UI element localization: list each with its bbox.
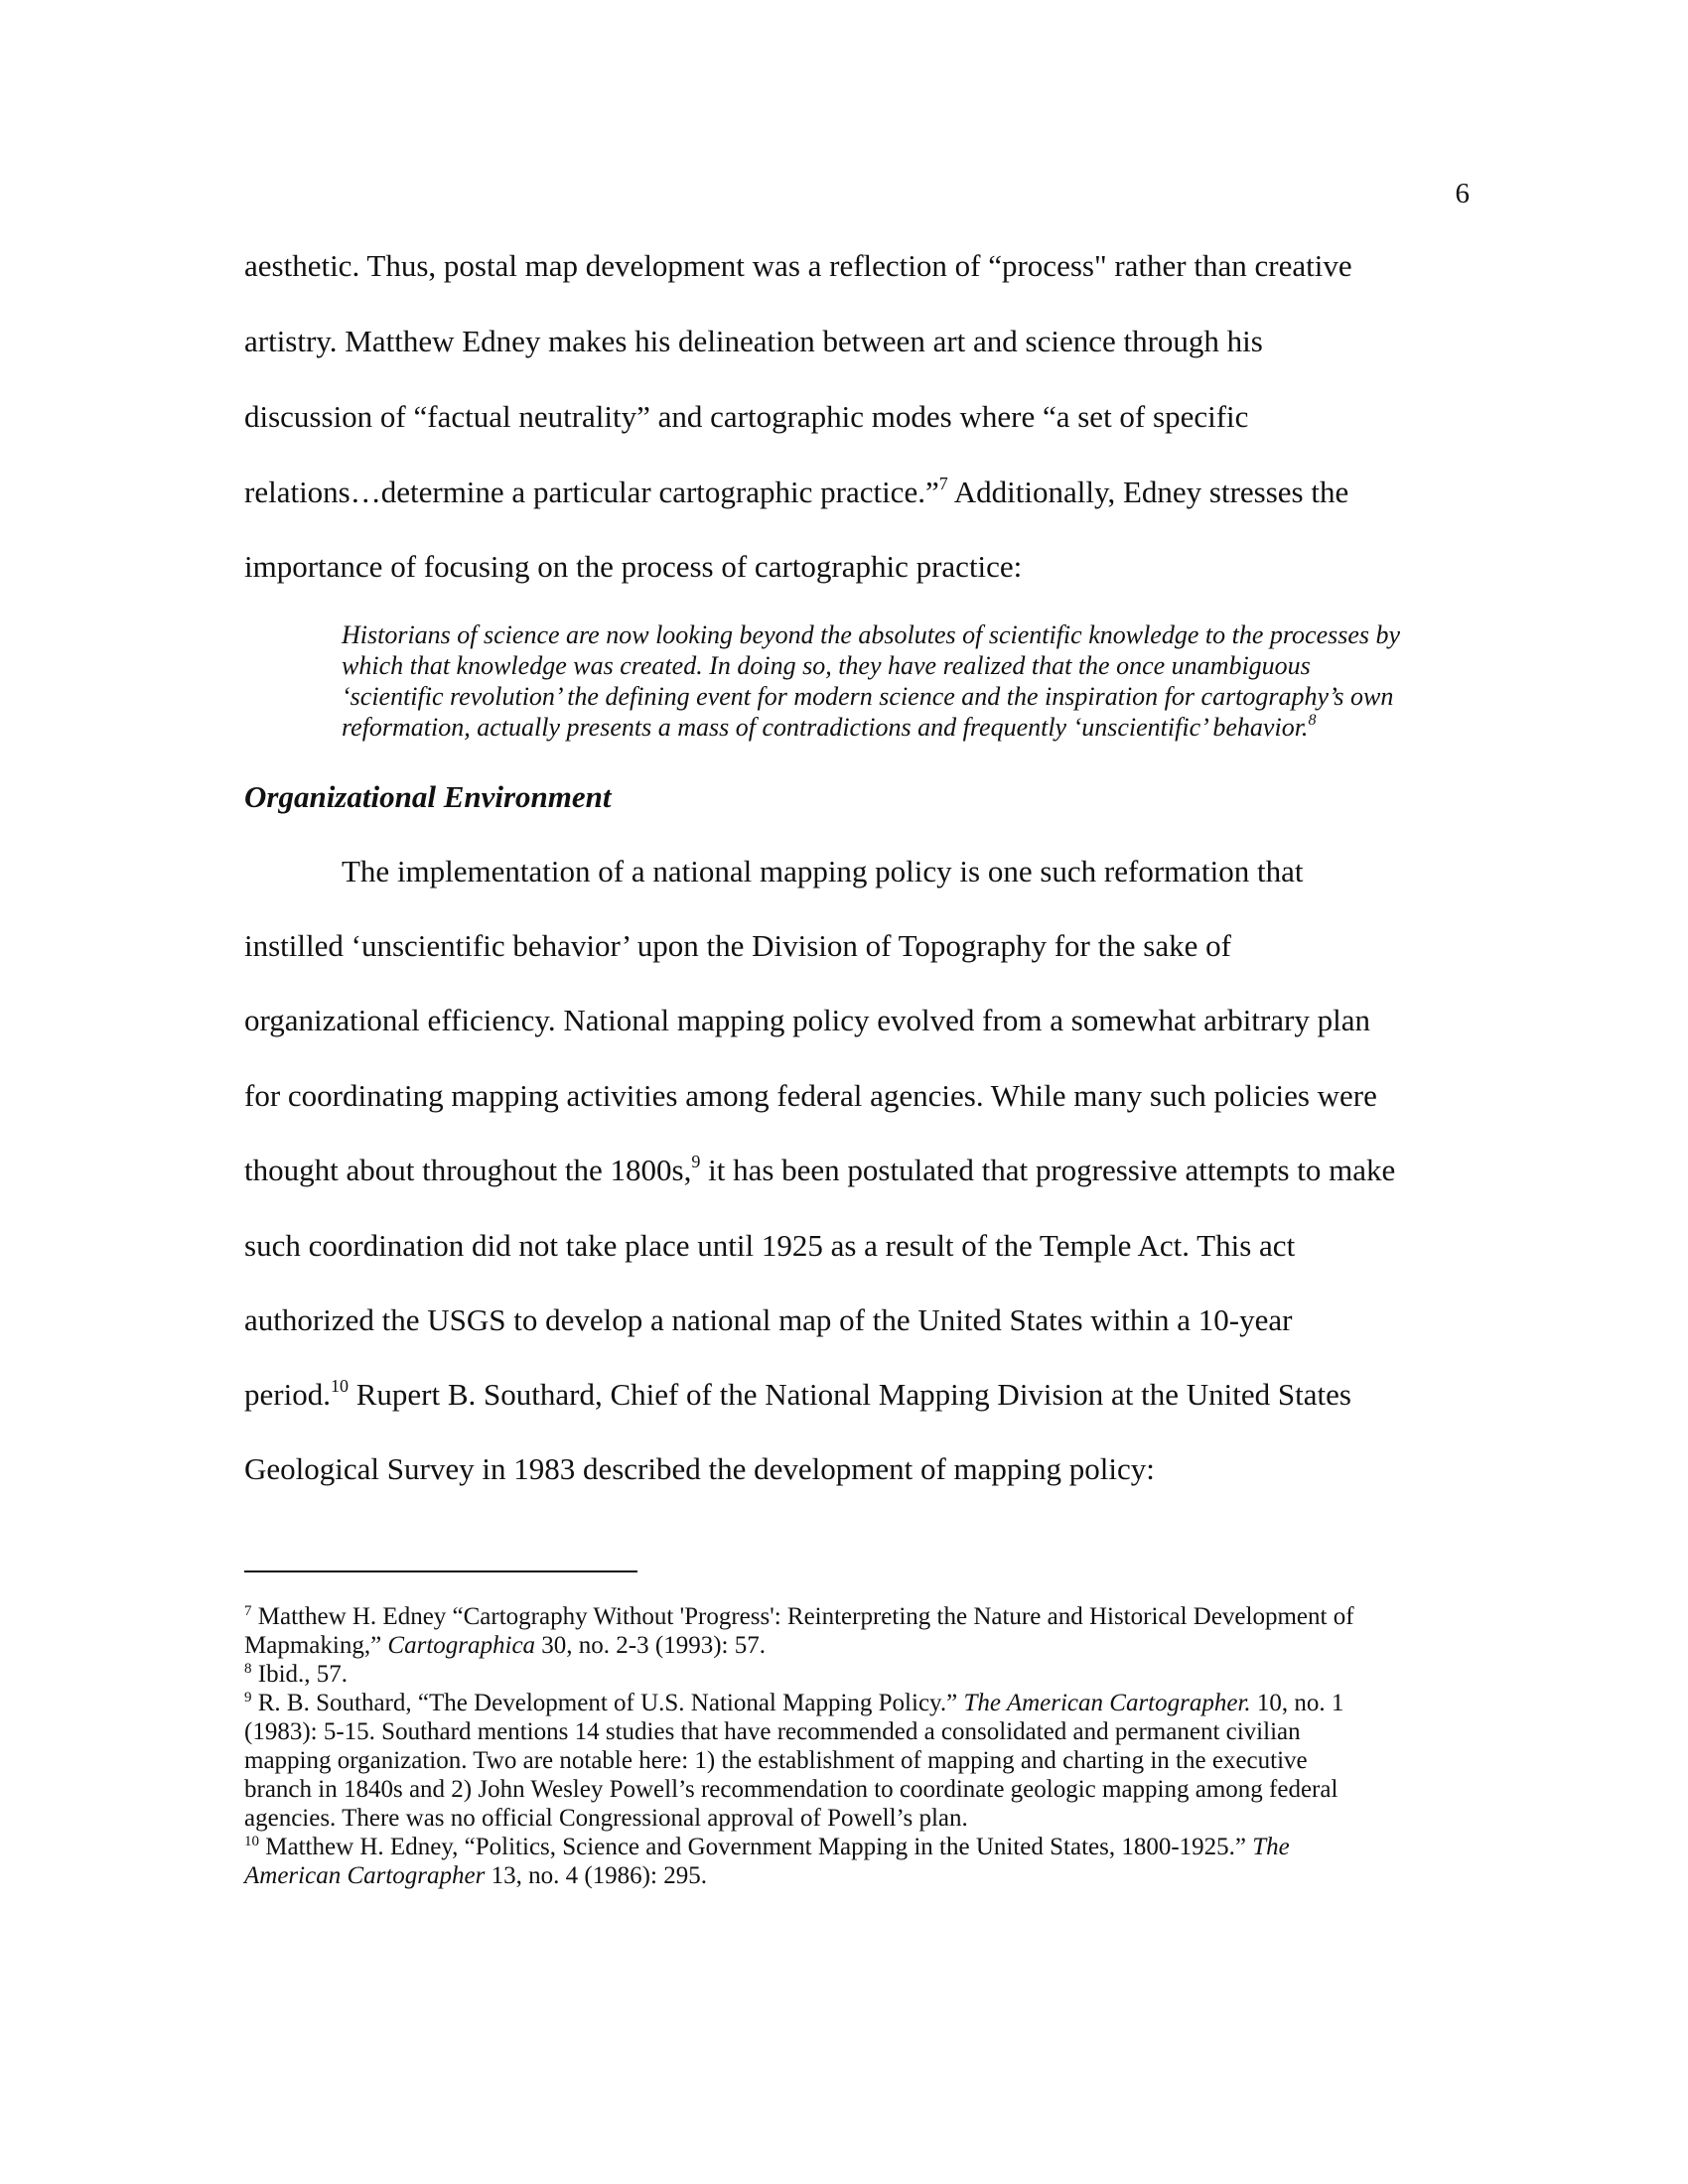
body-line: organizational efficiency. National mapping policy evolved from a somewhat arbitrary plan — [244, 1003, 1370, 1037]
body-line — [244, 1153, 1395, 1188]
footnote-8 — [244, 1660, 348, 1689]
journal-title: American Cartographer — [244, 1862, 486, 1889]
quote-line: ‘scientific revolution’ the defining event for modern science and the inspiration for cartography’s own — [342, 682, 1394, 711]
footnote-text: Matthew H. Edney “Cartography Without 'Progress': Reinterpreting the Nature and Historical Development of — [251, 1603, 1354, 1630]
footnote-text: R. B. Southard, “The Development of U.S. National Mapping Policy.” — [251, 1690, 964, 1716]
body-line — [244, 475, 1348, 510]
section-heading: Organizational Environment — [244, 779, 612, 814]
footnote-10 — [244, 1833, 1290, 1861]
body-text: Rupert B. Southard, Chief of the National Mapping Division at the United States — [348, 1377, 1351, 1412]
footnote-separator — [244, 1570, 637, 1572]
quote-line — [342, 713, 1316, 743]
footnote-9-cont: agencies. There was no official Congressional approval of Powell’s plan. — [244, 1805, 968, 1832]
quote-text: reformation, actually presents a mass of contradictions and frequently ‘unscientific’ behavior. — [342, 713, 1309, 742]
journal-title: Cartographica — [387, 1632, 536, 1659]
footnote-ref-8[interactable]: 8 — [1308, 712, 1317, 729]
footnote-ref-9[interactable]: 9 — [691, 1152, 701, 1171]
body-line: Geological Survey in 1983 described the development of mapping policy: — [244, 1451, 1155, 1486]
body-text: it has been postulated that progressive attempts to make — [700, 1153, 1396, 1187]
body-line: authorized the USGS to develop a national map of the United States within a 10-year — [244, 1302, 1293, 1337]
footnote-10-cont — [244, 1861, 707, 1890]
quote-line: which that knowledge was created. In doing so, they have realized that the once unambiguous — [342, 651, 1311, 680]
footnote-number: 9 — [244, 1690, 252, 1706]
footnote-ref-10[interactable]: 10 — [330, 1376, 349, 1396]
footnote-number: 8 — [244, 1661, 252, 1677]
footnote-ref-7[interactable]: 7 — [938, 474, 948, 493]
journal-title: The — [1252, 1834, 1290, 1860]
body-text: relations…determine a particular cartographic practice.” — [244, 475, 939, 509]
page-number: 6 — [1455, 178, 1470, 209]
footnote-7-cont — [244, 1631, 766, 1660]
footnote-9 — [244, 1689, 1343, 1717]
footnote-number: 10 — [244, 1834, 259, 1849]
body-text: thought about throughout the 1800s, — [244, 1153, 692, 1187]
body-text: Additionally, Edney stresses the — [947, 475, 1349, 509]
body-line: aesthetic. Thus, postal map development was a reflection of “process" rather than creative — [244, 248, 1352, 283]
footnote-text: 10, no. 1 — [1250, 1690, 1344, 1716]
journal-title: The American Cartographer. — [963, 1690, 1251, 1716]
footnote-text: Ibid., 57. — [251, 1661, 349, 1688]
footnote-9-cont: branch in 1840s and 2) John Wesley Powell’s recommendation to coordinate geologic mapping among federal — [244, 1776, 1338, 1803]
body-line — [244, 1377, 1351, 1413]
body-line: for coordinating mapping activities among federal agencies. While many such policies were — [244, 1078, 1377, 1113]
footnote-7 — [244, 1602, 1354, 1631]
footnote-text: Mapmaking,” — [244, 1632, 388, 1659]
footnote-9-cont: (1983): 5-15. Southard mentions 14 studies that have recommended a consolidated and permanent civilian — [244, 1718, 1301, 1745]
footnote-number: 7 — [244, 1603, 252, 1619]
body-line: importance of focusing on the process of cartographic practice: — [244, 549, 1023, 584]
body-text: period. — [244, 1377, 331, 1412]
footnote-text: 13, no. 4 (1986): 295. — [485, 1862, 707, 1889]
body-line: instilled ‘unscientific behavior’ upon the Division of Topography for the sake of — [244, 928, 1231, 963]
footnote-text: 30, no. 2-3 (1993): 57. — [535, 1632, 766, 1659]
footnote-9-cont: mapping organization. Two are notable here: 1) the establishment of mapping and charting in the executive — [244, 1747, 1308, 1774]
quote-line: Historians of science are now looking beyond the absolutes of scientific knowledge to the processes by — [342, 620, 1401, 649]
body-line: discussion of “factual neutrality” and cartographic modes where “a set of specific — [244, 399, 1249, 434]
body-line: such coordination did not take place until 1925 as a result of the Temple Act. This act — [244, 1228, 1296, 1263]
body-line: artistry. Matthew Edney makes his delineation between art and science through his — [244, 324, 1263, 358]
body-line: The implementation of a national mapping policy is one such reformation that — [342, 854, 1304, 888]
footnote-text: Matthew H. Edney, “Politics, Science and Government Mapping in the United States, 1800-1925.” — [259, 1834, 1253, 1860]
